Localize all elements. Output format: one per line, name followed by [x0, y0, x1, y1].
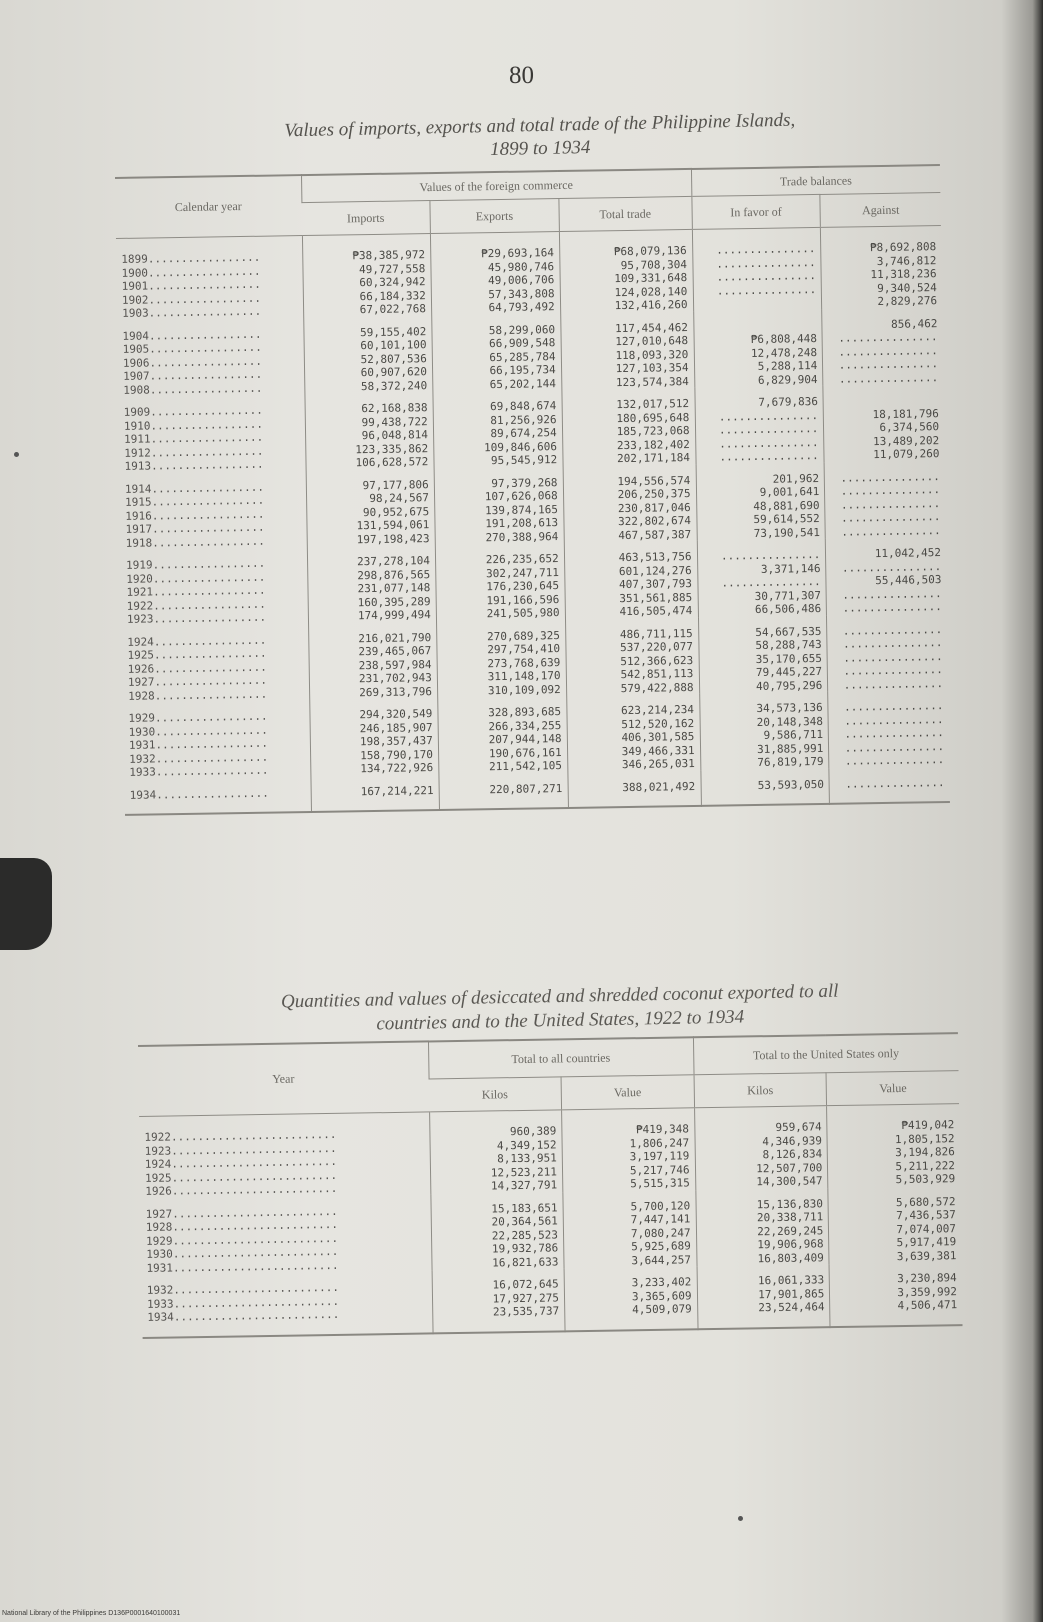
all-value-cell: ₱419,348 1,806,247 3,197,119 5,217,746 5,515,315 — [562, 1108, 696, 1192]
years-cell: 1899................. 1900................. 1901................. 1902................. 1903................. — [121, 250, 262, 320]
table-row-group — [118, 384, 944, 473]
all-kilos-cell: 15,183,651 20,364,561 22,285,523 19,932,786 16,821,633 — [430, 1192, 564, 1271]
imports-cell: 237,278,104 298,876,565 231,077,148 160,395,289 174,999,494 — [307, 545, 436, 624]
table-row-group — [116, 226, 942, 321]
table1-title-line2: 1899 to 1934 — [489, 136, 591, 161]
exports-cell: 97,379,268 107,626,068 139,874,165 191,208,613 270,388,964 — [434, 467, 564, 546]
table-row-group — [123, 690, 949, 779]
total-trade-cell: ₱68,079,136 95,708,304 109,331,648 124,028,140 132,416,260 — [559, 229, 693, 313]
us-kilos-cell: 15,136,830 20,338,711 22,269,245 19,906,968 16,803,409 — [695, 1188, 829, 1267]
in-favor-cell: ............... ............... ............... ............... — [692, 227, 822, 311]
us-kilos-cell: 959,674 4,346,939 8,126,834 12,507,700 14,300,547 — [694, 1106, 828, 1190]
table1-title — [140, 106, 941, 169]
table2-title — [140, 977, 981, 1041]
header-total-trade: Total trade — [559, 196, 692, 231]
exports-cell: 270,689,325 297,754,410 273,768,639 311,148,170 310,109,092 — [436, 619, 566, 698]
against-cell: ............... ............... ............... ............... ............... — [827, 613, 948, 691]
in-favor-cell: ............... 3,371,146 ............... 30,771,307 66,506,486 — [697, 539, 827, 618]
in-favor-cell: 7,679,836 ............... ............... ............... ............... — [694, 386, 824, 465]
table2-title-line1: Quantities and values of desiccated and shredded coconut exported to all — [280, 980, 839, 1013]
header-foreign-commerce: Values of the foreign commerce — [301, 169, 691, 203]
total-trade-cell: 117,454,462 127,010,648 118,093,320 127,103,354 123,574,384 — [560, 311, 694, 390]
table-row-group — [122, 613, 948, 702]
imports-cell: 167,214,221 — [311, 774, 440, 812]
years-cell: 1932......................... 1933......................... 1934......................... — [146, 1280, 340, 1324]
years-cell: 1922......................... 1923......................... 1924......................... 1925......................... 1926......................... — [144, 1127, 338, 1198]
years-cell: 1919................. 1920................. 1921................. 1922................. 1923................. — [125, 556, 267, 626]
header-imports: Imports — [302, 201, 431, 236]
total-trade-cell: 388,021,492 — [568, 770, 701, 808]
trade-values-table — [115, 164, 950, 816]
total-trade-cell: 194,556,574 206,250,375 230,817,046 322,802,674 467,587,387 — [563, 464, 697, 543]
in-favor-cell: 34,573,136 20,148,348 9,586,711 31,885,991 76,819,179 — [699, 692, 829, 771]
against-cell: 18,181,796 6,374,560 13,489,202 11,079,260 — [823, 384, 944, 462]
speck-mark — [738, 1516, 743, 1521]
all-value-cell: 5,700,120 7,447,141 7,080,247 5,925,689 3,644,257 — [563, 1190, 697, 1269]
binding-tab — [0, 858, 52, 950]
speck-mark — [14, 452, 19, 457]
exports-cell: ₱29,693,164 45,980,746 49,006,706 57,343,808 64,793,492 — [430, 232, 560, 316]
against-cell: ₱8,692,808 3,746,812 11,318,236 9,340,524 2,829,276 — [821, 226, 942, 310]
us-kilos-cell: 16,061,333 17,901,865 23,524,464 — [697, 1264, 831, 1329]
exports-cell: 69,848,674 81,256,926 89,674,254 109,846,606 95,545,912 — [433, 390, 563, 469]
in-favor-cell: 53,593,050 — [700, 768, 829, 806]
table-row-group — [117, 308, 943, 397]
table-row-group — [120, 461, 946, 550]
page-number: 80 — [509, 62, 534, 89]
us-value-cell: 5,680,572 7,436,537 7,074,007 5,917,419 3,639,381 — [828, 1186, 961, 1265]
library-footer-stamp: National Library of the Philippines D136P0001640100031 — [2, 1610, 181, 1617]
imports-cell: 62,168,838 99,438,722 96,048,814 123,335,862 106,628,572 — [305, 392, 434, 471]
header-all-countries: Total to all countries — [428, 1037, 694, 1079]
all-kilos-cell: 960,389 4,349,152 8,133,951 12,523,211 14,327,791 — [429, 1110, 563, 1194]
years-cell: 1927......................... 1928......................... 1929......................... 1930......................... 1931......................... — [145, 1204, 339, 1275]
years-cell: 1904................. 1905................. 1906................. 1907................. 1908................. — [122, 327, 263, 397]
exports-cell: 220,807,271 — [439, 772, 568, 810]
against-cell: 11,042,452 ............... 55,446,503 ............... ............... — [826, 537, 947, 615]
header-us-kilos: Kilos — [694, 1073, 827, 1108]
imports-cell: ₱38,385,972 49,727,558 60,324,942 66,184,332 67,022,768 — [302, 234, 432, 318]
exports-cell: 328,893,685 266,334,255 207,944,148 190,676,161 211,542,105 — [438, 696, 568, 775]
header-against: Against — [820, 193, 941, 228]
header-exports: Exports — [430, 199, 559, 234]
years-cell: 1914................. 1915................. 1916................. 1917................. 1918................. — [124, 480, 265, 550]
total-trade-cell: 486,711,115 537,220,077 512,366,623 542,851,113 579,422,888 — [565, 617, 699, 696]
in-favor-cell: 54,667,535 58,288,743 35,170,655 79,445,227 40,795,296 — [698, 615, 828, 694]
total-trade-cell: 132,017,512 180,695,648 185,723,068 233,182,402 202,171,184 — [562, 388, 696, 467]
table1-title-line1: Values of imports, exports and total trade of the Philippine Islands, — [284, 109, 796, 142]
header-us-value: Value — [826, 1071, 959, 1106]
imports-cell: 97,177,806 98,24,567 90,952,675 131,594,061 197,198,423 — [306, 469, 435, 548]
against-cell: ............... ............... ............... ............... ............... — [828, 690, 949, 768]
imports-cell: 294,320,549 246,185,907 198,357,437 158,790,170 134,722,926 — [309, 698, 438, 777]
total-trade-cell: 623,214,234 512,520,162 406,301,585 349,466,331 346,265,031 — [566, 694, 700, 773]
years-cell: 1924................. 1925................. 1926................. 1927................. 1928................. — [127, 633, 268, 703]
table-row-group — [121, 537, 947, 626]
years-cell: 1934................. — [129, 786, 269, 802]
in-favor-cell: ₱6,808,448 12,478,248 5,288,114 6,829,904 — [693, 309, 823, 388]
table-row-group — [140, 1186, 961, 1275]
imports-cell: 59,155,402 60,101,100 52,807,536 60,907,620 58,372,240 — [303, 316, 432, 395]
header-all-kilos: Kilos — [429, 1077, 562, 1112]
imports-cell: 216,021,790 239,465,067 238,597,984 231,702,943 269,313,796 — [308, 622, 437, 701]
against-cell: 856,462 ............... ............... ............... ............... — [822, 308, 943, 386]
all-value-cell: 3,233,402 3,365,609 4,509,079 — [564, 1266, 698, 1331]
header-in-favor-of: In favor of — [691, 194, 820, 229]
total-trade-cell: 463,513,756 601,124,276 407,307,793 351,561,885 416,505,474 — [564, 541, 698, 620]
coconut-exports-table — [138, 1032, 963, 1338]
table-row-group — [139, 1104, 960, 1199]
header-all-value: Value — [561, 1075, 694, 1110]
us-value-cell: ₱419,042 1,805,152 3,194,826 5,211,222 5,503,929 — [827, 1104, 960, 1188]
header-united-states: Total to the United States only — [693, 1033, 959, 1075]
header-trade-balances: Trade balances — [691, 165, 940, 196]
table-row-group — [142, 1262, 963, 1337]
exports-cell: 58,299,060 66,909,548 65,285,784 66,195,734 65,202,144 — [432, 314, 562, 393]
against-cell: ............... — [829, 766, 950, 803]
exports-cell: 226,235,652 302,247,711 176,230,645 191,166,596 241,505,980 — [435, 543, 565, 622]
years-cell: 1909................. 1910................. 1911................. 1912................. 1913................. — [123, 403, 264, 473]
us-value-cell: 3,230,894 3,359,992 4,506,471 — [829, 1262, 962, 1327]
in-favor-cell: 201,962 9,001,641 48,881,690 59,614,552 73,190,541 — [696, 462, 826, 541]
against-cell: ............... ............... ............... ............... ............... — [824, 461, 945, 539]
header-calendar-year: Calendar year — [115, 175, 302, 238]
table2-title-line2: countries and to the United States, 1922 to 1934 — [376, 1006, 745, 1035]
years-cell: 1929................. 1930................. 1931................. 1932................. 1933................. — [128, 709, 269, 779]
all-kilos-cell: 16,072,645 17,927,275 23,535,737 — [432, 1268, 565, 1333]
header-year: Year — [138, 1041, 429, 1116]
